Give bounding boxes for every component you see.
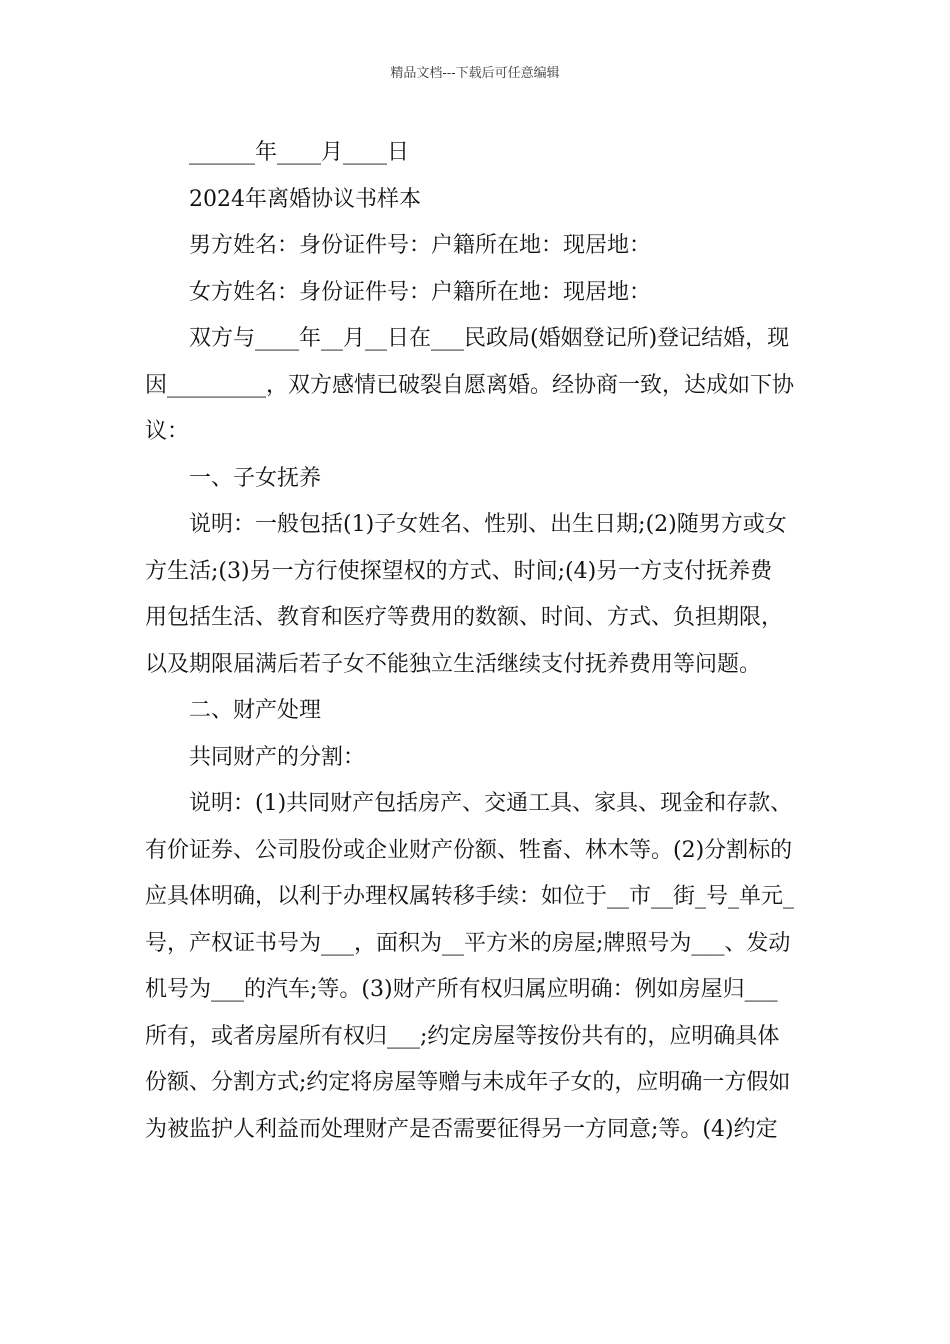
document-line: 用包括生活、教育和医疗等费用的数额、时间、方式、负担期限， (145, 605, 784, 630)
document-line: 应具体明确，以利于办理权属转移手续：如位于__市__街_号_单元_ (145, 884, 795, 909)
document-line: 双方与____年__月__日在___民政局(婚姻登记所)登记结婚，现 (189, 326, 790, 351)
document-line: 方生活;(3)另一方行使探望权的方式、时间;(4)另一方支付抚养费 (145, 558, 773, 584)
document-line: 议： (145, 419, 190, 444)
document-line: 为被监护人利益而处理财产是否需要征得另一方同意;等。(4)约定 (145, 1116, 778, 1142)
document-line: 份额、分割方式;约定将房屋等赠与未成年子女的，应明确一方假如 (145, 1070, 791, 1095)
document-line: 以及期限届满后若子女不能独立生活继续支付抚养费用等问题。 (145, 651, 762, 677)
document-title: 2024年离婚协议书样本 (189, 186, 421, 212)
document-line: 因_________，双方感情已破裂自愿离婚。经协商一致，达成如下协 (145, 372, 795, 398)
section-heading: 二、财产处理 (189, 698, 322, 723)
document-line: 机号为___的汽车;等。(3)财产所有权归属应明确：例如房屋归___ (145, 977, 778, 1002)
document-line: 男方姓名：身份证件号：户籍所在地：现居地： (189, 233, 652, 258)
document-line: 说明：一般包括(1)子女姓名、性别、出生日期;(2)随男方或女 (189, 512, 787, 537)
document-line: ______年____月____日 (189, 140, 410, 165)
document-line: 有价证券、公司股份或企业财产份额、牲畜、林木等。(2)分割标的 (145, 837, 793, 863)
document-body (145, 130, 810, 1153)
document-line: 说明：(1)共同财产包括房产、交通工具、家具、现金和存款、 (189, 791, 793, 816)
subsection-heading: 共同财产的分割： (189, 744, 366, 770)
document-line: 所有，或者房屋所有权归___;约定房屋等按份共有的，应明确具体 (145, 1023, 780, 1049)
page-header: 精品文档---下载后可任意编辑 (390, 66, 560, 81)
section-heading: 一、子女抚养 (189, 465, 322, 491)
document-line: 女方姓名：身份证件号：户籍所在地：现居地： (189, 279, 652, 305)
document-line: 号，产权证书号为___，面积为__平方米的房屋;牌照号为___、发动 (145, 930, 791, 956)
